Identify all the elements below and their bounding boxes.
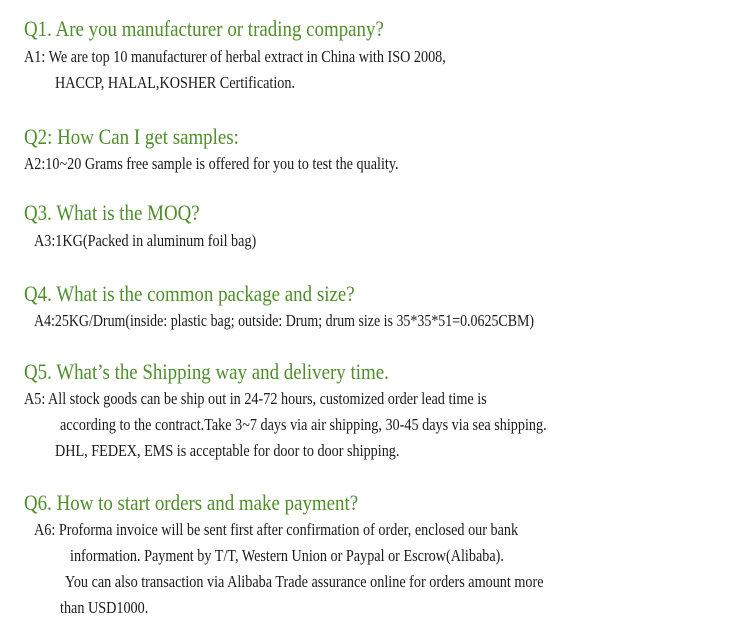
faq-answer-2-line-1: A2:10~20 Grams free sample is offered for you to test the quality. — [24, 154, 399, 173]
faq-question-4: Q4. What is the common package and size? — [24, 281, 355, 306]
faq-question-3: Q3. What is the MOQ? — [24, 200, 200, 225]
faq-answer-5-line-3: DHL, FEDEX, EMS is acceptable for door to door shipping. — [55, 441, 400, 460]
faq-answer-5-line-2: according to the contract.Take 3~7 days via air shipping, 30-45 days via sea shipping. — [60, 415, 547, 434]
faq-answer-3-line-1: A3:1KG(Packed in aluminum foil bag) — [34, 231, 257, 250]
faq-answer-5-line-1: A5: All stock goods can be ship out in 24-72 hours, customized order lead time is — [24, 389, 487, 408]
faq-answer-4-line-1: A4:25KG/Drum(inside: plastic bag; outside: Drum; drum size is 35*35*51=0.0625CBM) — [34, 311, 535, 330]
faq-answer-6-line-3: You can also transaction via Alibaba Trade assurance online for orders amount more — [65, 572, 544, 591]
faq-answer-6-line-1: A6: Proforma invoice will be sent first after confirmation of order, enclosed our bank — [34, 520, 519, 539]
faq-question-5: Q5. What’s the Shipping way and delivery time. — [24, 359, 389, 384]
faq-question-1: Q1. Are you manufacturer or trading company? — [24, 16, 384, 41]
faq-answer-6-line-2: information. Payment by T/T, Western Union or Paypal or Escrow(Alibaba). — [70, 546, 504, 565]
faq-answer-1-line-2: HACCP, HALAL,KOSHER Certification. — [55, 73, 296, 92]
faq-question-6: Q6. How to start orders and make payment? — [24, 490, 359, 515]
faq-answer-6-line-4: than USD1000. — [60, 598, 149, 617]
faq-question-2: Q2: How Can I get samples: — [24, 124, 239, 149]
faq-answer-1-line-1: A1: We are top 10 manufacturer of herbal extract in China with ISO 2008, — [24, 47, 446, 66]
